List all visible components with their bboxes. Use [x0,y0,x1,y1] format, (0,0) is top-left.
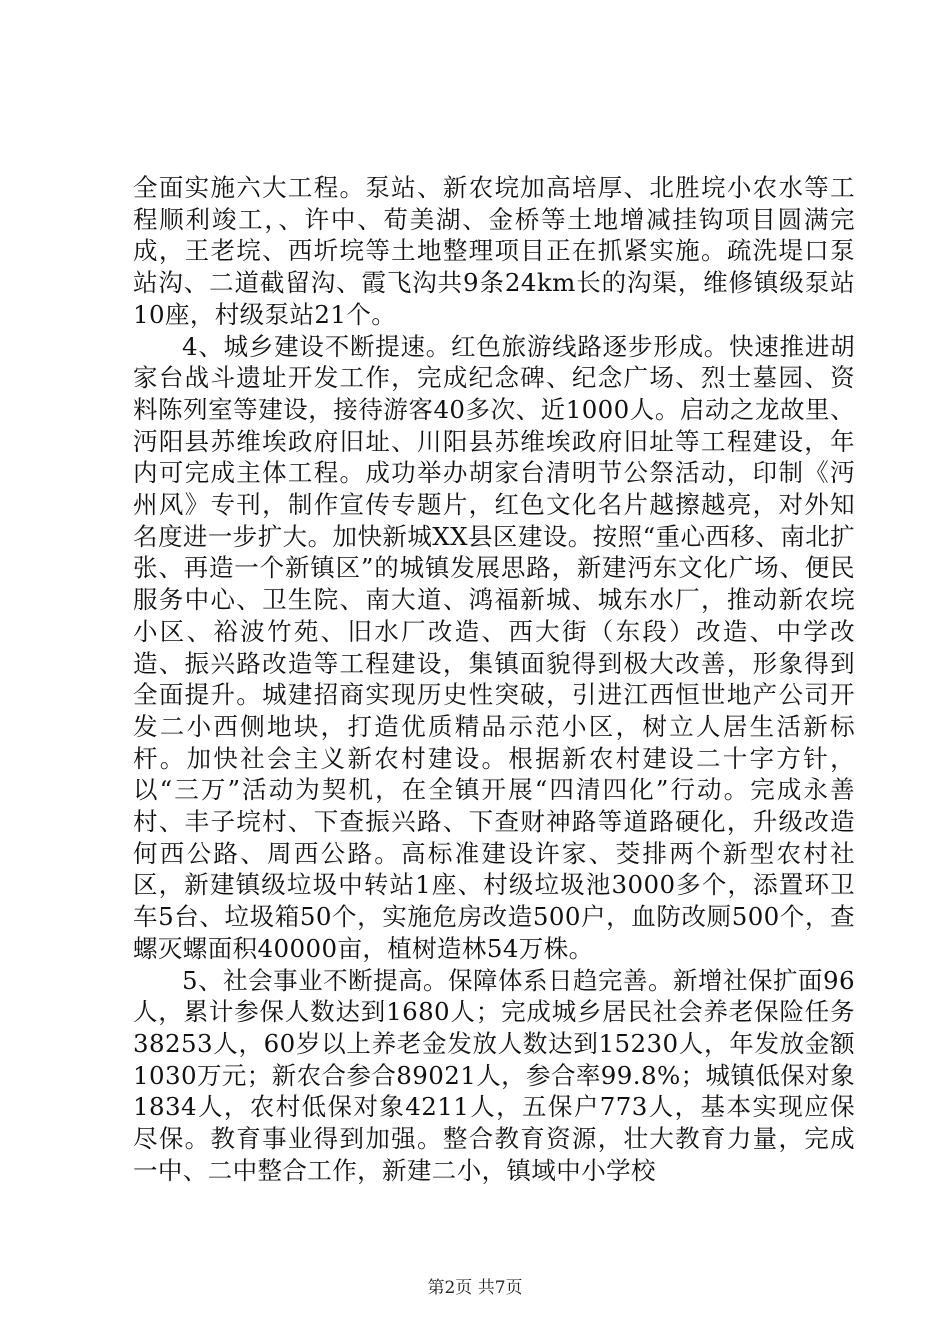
paragraph-urban-rural-construction: 4、城乡建设不断提速。红色旅游线路逐步形成。快速推进胡家台战斗遗址开发工作，完成纪念碑、纪念广场、烈士墓园、资料陈列室等建设，接待游客40多次、近1000人。启动之龙故里、沔阳县苏维埃政府旧址、川阳县苏维埃政府旧址等工程建设，年内可完成主体工程。成功举办胡家台清明节公祭活动，印制《沔州风》专刊，制作宣传专题片，红色文化名片越擦越亮，对外知名度进一步扩大。加快新城XX县区建设。按照“重心西移、南北扩张、再造一个新镇区”的城镇发展思路，新建沔东文化广场、便民服务中心、卫生院、南大道、鸿福新城、城东水厂，推动新农垸小区、裕波竹苑、旧水厂改造、西大街（东段）改造、中学改造、振兴路改造等工程建设，集镇面貌得到极大改善，形象得到全面提升。城建招商实现历史性突破，引进江西恒世地产公司开发二小西侧地块，打造优质精品示范小区，树立人居生活新标杆。加快社会主义新农村建设。根据新农村建设二十字方针，以“三万”活动为契机，在全镇开展“四清四化”行动。完成永善村、丰子垸村、下查振兴路、下查财神路等道路硬化，升级改造何西公路、周西公路。高标准建设许家、茭排两个新型农村社区，新建镇级垃圾中转站1座、村级垃圾池3000多个，添置环卫车5台、垃圾箱50个，实施危房改造500户，血防改厕500个，查螺灭螺面积40000亩，植树造林54万株。 [133,331,855,963]
paragraph-continuation: 全面实施六大工程。泵站、新农垸加高培厚、北胜垸小农水等工程顺利竣工，、许中、荀美湖、金桥等土地增减挂钩项目圆满完成，王老垸、西圻垸等土地整理项目正在抓紧实施。疏洗堤口泵站沟、二道截留沟、霞飞沟共9条24km长的沟渠，维修镇级泵站10座，村级泵站21个。 [133,173,855,329]
page-number-footer: 第2页 共7页 [427,1278,523,1298]
paragraph-social-undertakings: 5、社会事业不断提高。保障体系日趋完善。新增社保扩面96人，累计参保人数达到1680人；完成城乡居民社会养老保险任务38253人，60岁以上养老金发放人数达到15230人，年发放金额1030万元；新农合参合89021人，参合率99.8%；城镇低保对象1834人，农村低保对象4211人，五保户773人，基本实现应保尽保。教育事业得到加强。整合教育资源，壮大教育力量，完成一中、二中整合工作，新建二小，镇域中小学校 [133,965,855,1185]
document-body [133,172,855,1187]
